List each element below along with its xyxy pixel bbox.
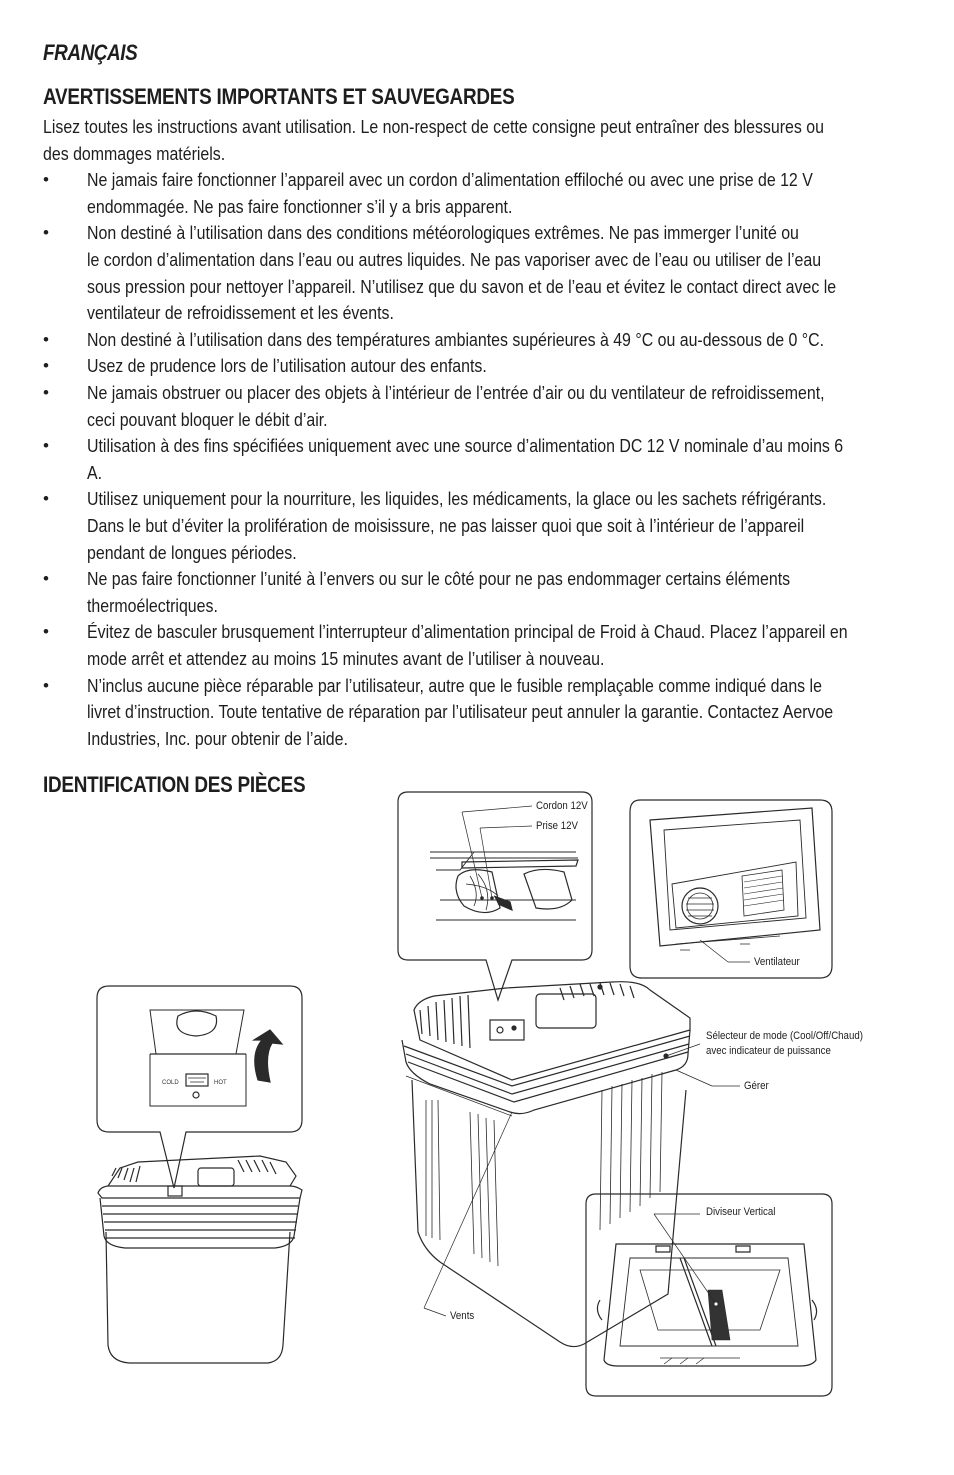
warning-item-line: thermoélectriques. xyxy=(87,594,218,616)
bullet-marker: • xyxy=(43,436,49,456)
warning-item-line: endommagée. Ne pas faire fonctionner s’il y a bris apparent. xyxy=(87,195,513,217)
warning-item-line: ceci pouvant bloquer le débit d’air. xyxy=(87,408,328,430)
warning-item-line: pendant de longues périodes. xyxy=(87,541,297,563)
warning-item-line: Non destiné à l’utilisation dans des conditions météorologiques extrêmes. Ne pas immerger l’unité ou xyxy=(87,222,799,244)
divider-zoom-box xyxy=(586,1194,832,1396)
warning-item-line: Dans le but d’éviter la prolifération de moisissure, ne pas laisser quoi que soit à l’intérieur de l’appareil xyxy=(87,515,805,536)
cord-label: Cordon 12V xyxy=(536,800,588,812)
bullet-marker: • xyxy=(43,569,49,589)
language-text: FRANÇAIS xyxy=(43,40,138,65)
warning-item-line: Ne pas faire fonctionner l’unité à l’envers ou sur le côté pour ne pas endommager certains éléments xyxy=(87,568,791,590)
parts-title-text: IDENTIFICATION DES PIÈCES xyxy=(43,772,306,797)
vents-label: Vents xyxy=(450,1310,475,1322)
vents-leader xyxy=(424,1112,512,1308)
warning-item-line: ventilateur de refroidissement et les évents. xyxy=(87,302,394,324)
switch-cold-label: COLD xyxy=(162,1080,179,1086)
warnings-title-text: AVERTISSEMENTS IMPORTANTS ET SAUVEGARDES xyxy=(43,84,515,109)
handle-leader xyxy=(676,1070,712,1086)
warning-item-line: A. xyxy=(87,461,103,483)
divider-label: Diviseur Vertical xyxy=(706,1206,776,1218)
bullet-marker: • xyxy=(43,223,49,243)
fan-label: Ventilateur xyxy=(754,956,800,968)
warning-item-line: Non destiné à l’utilisation dans des températures ambiantes supérieures à 49 °C ou au-dessous de 0 °C. xyxy=(87,328,825,350)
warning-item-line: Utilisation à des fins spécifiées uniquement avec une source d’alimentation DC 12 V nominale d’au moins 6 xyxy=(87,435,844,457)
bullet-marker: • xyxy=(43,489,49,509)
bullet-marker: • xyxy=(43,170,49,190)
warning-item-line: Utilisez uniquement pour la nourriture, les liquides, les médicaments, la glace ou les sachets réfrigérants. xyxy=(87,488,827,510)
intro-line: Lisez toutes les instructions avant utilisation. Le non-respect de cette consigne peut entraîner des blessures ou xyxy=(43,116,824,137)
intro-line: des dommages matériels. xyxy=(43,142,226,164)
switch-hot-label: HOT xyxy=(214,1080,227,1086)
bullet-marker: • xyxy=(43,356,49,376)
warning-item-line: Ne jamais obstruer ou placer des objets à l’intérieur de l’entrée d’air ou du ventilateur de refroidissement, xyxy=(87,382,825,403)
warning-item-line: Évitez de basculer brusquement l’interrupteur d’alimentation principal de Froid à Chaud. Placez l’appareil en xyxy=(87,621,848,643)
warning-item-line: Ne jamais faire fonctionner l’appareil avec un cordon d’alimentation effiloché ou avec une prise de 12 V xyxy=(87,169,813,191)
switch-zoom-balloon xyxy=(97,986,302,1188)
plug-label: Prise 12V xyxy=(536,820,578,832)
mode-selector-label-line2: avec indicateur de puissance xyxy=(706,1045,831,1057)
warning-item-line: mode arrêt et attendez au moins 15 minutes avant de l’utiliser à nouveau. xyxy=(87,648,605,669)
warning-item-line: livret d’instruction. Toute tentative de réparation par l’utilisateur peut annuler la garantie. Contactez Aervoe xyxy=(87,701,834,723)
warning-item-line: Usez de prudence lors de l’utilisation autour des enfants. xyxy=(87,355,487,377)
warning-item-line: N’inclus aucune pièce réparable par l’utilisateur, autre que le fusible remplaçable comme indiqué dans le xyxy=(87,674,822,696)
bullet-marker: • xyxy=(43,622,49,642)
small-cooler-drawing xyxy=(98,1156,302,1363)
warning-item-line: sous pression pour nettoyer l’appareil. N’utilisez que du savon et de l’eau et évitez le contact direct avec le xyxy=(87,275,837,297)
divider-leader xyxy=(654,1214,716,1304)
warning-item-line: le cordon d’alimentation dans l’eau ou autres liquides. Ne pas vaporiser avec de l’eau ou utiliser de l’eau xyxy=(87,249,822,270)
bullet-marker: • xyxy=(43,329,49,349)
handle-label: Gérer xyxy=(744,1080,769,1092)
warning-item-line: Industries, Inc. pour obtenir de l’aide. xyxy=(87,727,348,749)
bullet-marker: • xyxy=(43,383,49,402)
fan-leader xyxy=(700,940,728,962)
bullet-marker: • xyxy=(43,675,49,695)
fan-zoom-box xyxy=(630,800,832,978)
mode-selector-label-line1: Sélecteur de mode (Cool/Off/Chaud) xyxy=(706,1030,863,1042)
